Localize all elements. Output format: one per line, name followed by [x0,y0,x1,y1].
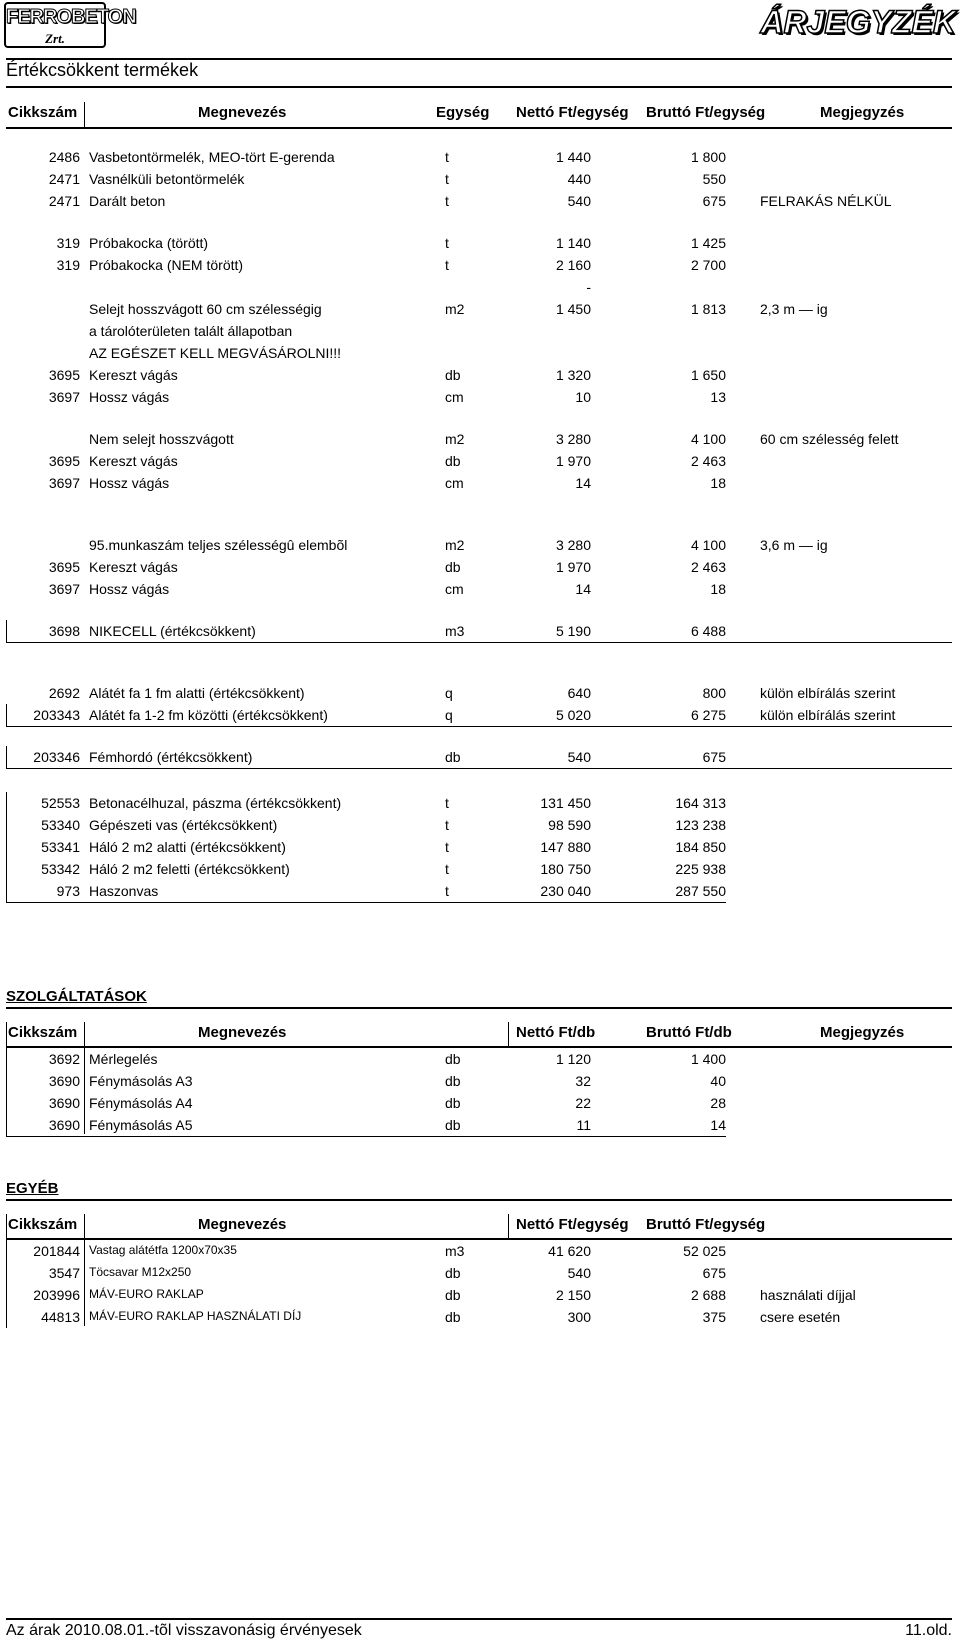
table-bottom-rule [6,1136,726,1137]
item-name: Vasbetontörmelék, MEO-tört E-gerenda [89,149,335,165]
table-row [0,534,960,556]
item-name: Kereszt vágás [89,559,178,575]
brand-title: ÁRJEGYZÉK [760,4,956,40]
item-unit: m2 [445,301,465,317]
item-gross-price: 2 463 [690,559,726,575]
item-gross-price: 18 [710,475,726,491]
item-code: 53340 [41,817,80,833]
item-net-price: 540 [567,1265,591,1281]
section1-title-rule [6,86,952,88]
item-name: Fénymásolás A3 [89,1073,193,1089]
item-net-price: 2 160 [555,257,591,273]
table-row [0,746,960,768]
item-code: 44813 [41,1309,80,1325]
item-net-price: 3 280 [555,537,591,553]
item-name: Alátét fa 1-2 fm közötti (értékcsökkent) [89,707,328,723]
item-unit: t [445,883,449,899]
table-row [0,704,960,726]
item-code: 973 [56,883,80,899]
column-divider-0 [84,102,85,128]
item-unit: db [445,1073,461,1089]
item-note: külön elbírálás szerint [760,685,896,701]
item-code: 3690 [48,1117,80,1133]
item-name: NIKECELL (értékcsökkent) [89,623,256,639]
item-gross-price: 184 850 [675,839,726,855]
item-net-price: - [586,279,591,295]
item-net-price: 1 320 [555,367,591,383]
item-unit: t [445,257,449,273]
table-row [0,1092,960,1114]
item-gross-price: 52 025 [683,1243,726,1259]
item-name: Fémhordó (értékcsökkent) [89,749,253,765]
item-unit: t [445,795,449,811]
item-code: 3695 [48,367,80,383]
item-name: a tárolóterületen talált állapotban [89,323,293,339]
table-row [0,792,960,814]
table-row [0,1114,960,1136]
item-unit: db [445,453,461,469]
item-code: 3547 [48,1265,80,1281]
item-code: 3695 [48,559,80,575]
item-unit: cm [445,581,464,597]
item-unit: m2 [445,537,465,553]
item-code: 3697 [48,389,80,405]
section3-title-rule [6,1199,952,1201]
item-net-price: 10 [575,389,591,405]
section2-title: SZOLGÁLTATÁSOK [6,988,147,1005]
table-row [0,168,960,190]
item-net-price: 2 150 [555,1287,591,1303]
table-row [0,1306,960,1328]
row-rule [6,902,726,903]
item-net-price: 5 020 [555,707,591,723]
item-net-price: 440 [567,171,591,187]
column-divider-1 [508,1214,509,1238]
item-gross-price: 14 [710,1117,726,1133]
item-net-price: 147 880 [540,839,591,855]
column-header-0: Cikkszám [8,1024,78,1041]
item-net-price: 5 190 [555,623,591,639]
table-row [0,880,960,902]
item-name: Haszonvas [89,883,159,899]
item-name: Vasnélküli betontörmelék [89,171,245,187]
item-name: Fénymásolás A5 [89,1117,193,1133]
item-net-price: 1 970 [555,453,591,469]
section1-title: Értékcsökkent termékek [6,60,199,80]
item-code: 3697 [48,581,80,597]
item-note: használati díjjal [760,1287,856,1303]
item-code: 2692 [48,685,80,701]
column-header-2: Nettó Ft/egység [516,1216,629,1233]
table-row [0,578,960,600]
item-unit: t [445,235,449,251]
item-net-price: 1 450 [555,301,591,317]
item-code: 2471 [48,193,80,209]
item-name: Próbakocka (NEM törött) [89,257,244,273]
item-note: 2,3 m — ig [760,301,828,317]
item-name: Kereszt vágás [89,367,178,383]
table-row [0,364,960,386]
item-net-price: 640 [567,685,591,701]
item-note: csere esetén [760,1309,841,1325]
table-row [0,556,960,578]
item-code: 52553 [41,795,80,811]
item-code: 2486 [48,149,80,165]
item-code: 3697 [48,475,80,491]
item-name: MÁV-EURO RAKLAP HASZNÁLATI DÍJ [89,1309,302,1323]
row-rule [6,768,952,769]
item-gross-price: 675 [702,193,726,209]
table-row [0,682,960,704]
column-divider-1 [508,1022,509,1046]
table-row [0,1240,960,1262]
item-code: 203996 [33,1287,80,1303]
item-unit: db [445,1117,461,1133]
item-unit: m3 [445,1243,465,1259]
item-name: Darált beton [89,193,166,209]
table-row [0,814,960,836]
item-unit: db [445,1309,461,1325]
table-row [0,386,960,408]
item-gross-price: 6 275 [690,707,726,723]
item-gross-price: 164 313 [675,795,726,811]
table-row [0,450,960,472]
column-header-1: Megnevezés [198,104,287,121]
page-number: 11.old. [905,1622,952,1639]
item-note: külön elbírálás szerint [760,707,896,723]
table-row [0,858,960,880]
item-unit: db [445,749,461,765]
item-name: Selejt hosszvágott 60 cm szélességig [89,301,322,317]
item-name: Háló 2 m2 feletti (értékcsökkent) [89,861,290,877]
table-row [0,342,960,364]
header-rule [6,127,952,129]
item-unit: t [445,817,449,833]
item-gross-price: 287 550 [675,883,726,899]
table-row [0,836,960,858]
item-name: Vastag alátétfa 1200x70x35 [89,1243,237,1257]
column-header-1: Megnevezés [198,1024,287,1041]
column-header-3: Bruttó Ft/db [646,1024,732,1041]
item-name: AZ EGÉSZET KELL MEGVÁSÁROLNI!!! [89,345,342,361]
item-net-price: 14 [575,581,591,597]
item-net-price: 3 280 [555,431,591,447]
item-gross-price: 375 [702,1309,726,1325]
item-name: Próbakocka (törött) [89,235,209,251]
column-header-4: Bruttó Ft/egység [646,104,766,121]
item-gross-price: 1 425 [690,235,726,251]
item-unit: db [445,1287,461,1303]
column-header-3: Bruttó Ft/egység [646,1216,766,1233]
item-code: 3695 [48,453,80,469]
item-code: 3690 [48,1073,80,1089]
item-unit: db [445,1051,461,1067]
row-left-border [6,704,7,726]
item-name: MÁV-EURO RAKLAP [89,1287,204,1301]
item-name: Hossz vágás [89,389,170,405]
item-net-price: 540 [567,749,591,765]
table-row [0,472,960,494]
item-net-price: 11 [576,1117,591,1133]
column-header-2: Nettó Ft/db [516,1024,596,1041]
item-unit: m2 [445,431,465,447]
item-code: 3698 [48,623,80,639]
item-net-price: 230 040 [540,883,591,899]
table-row [0,190,960,212]
item-unit: q [445,685,453,701]
table-row [0,428,960,450]
item-net-price: 180 750 [540,861,591,877]
row-rule [6,726,952,727]
item-name: Gépészeti vas (értékcsökkent) [89,817,278,833]
item-name: Nem selejt hosszvágott [89,431,234,447]
section2-title-rule [6,1007,952,1009]
item-net-price: 1 140 [555,235,591,251]
column-header-2: Egység [436,104,490,121]
item-net-price: 1 120 [555,1051,591,1067]
row-left-border [6,1022,7,1136]
item-gross-price: 123 238 [675,817,726,833]
item-gross-price: 40 [710,1073,726,1089]
column-header-0: Cikkszám [8,1216,78,1233]
table-row [0,146,960,168]
table-row [0,276,960,298]
table-row [0,1262,960,1284]
table-row [0,620,960,642]
item-note: 60 cm szélesség felett [760,431,899,447]
item-net-price: 131 450 [540,795,591,811]
table-row [0,1070,960,1092]
logo-subtitle: Zrt. [45,31,65,46]
item-gross-price: 1 650 [690,367,726,383]
table-row [0,254,960,276]
item-net-price: 1 970 [555,559,591,575]
item-unit: db [445,1095,461,1111]
item-unit: t [445,861,449,877]
item-net-price: 1 440 [555,149,591,165]
item-code: 319 [56,257,80,273]
item-gross-price: 675 [702,1265,726,1281]
item-code: 3690 [48,1095,80,1111]
page-footer [0,1618,960,1642]
item-gross-price: 1 400 [690,1051,726,1067]
item-name: Alátét fa 1 fm alatti (értékcsökkent) [89,685,305,701]
item-unit: t [445,193,449,209]
item-note: 3,6 m — ig [760,537,828,553]
item-code: 319 [56,235,80,251]
item-unit: t [445,171,449,187]
item-gross-price: 28 [710,1095,726,1111]
item-name: Fénymásolás A4 [89,1095,193,1111]
item-name: Betonacélhuzal, pászma (értékcsökkent) [89,795,342,811]
item-net-price: 41 620 [548,1243,591,1259]
row-left-border [6,620,7,642]
item-gross-price: 2 688 [690,1287,726,1303]
column-header-1: Megnevezés [198,1216,287,1233]
item-gross-price: 550 [702,171,726,187]
table-row [0,320,960,342]
section3-title: EGYÉB [6,1180,59,1197]
column-header-4: Megjegyzés [820,1024,905,1041]
item-name: 95.munkaszám teljes szélességû elembõl [89,537,348,553]
item-gross-price: 225 938 [675,861,726,877]
table-row [0,232,960,254]
item-net-price: 32 [575,1073,591,1089]
row-left-border [6,1214,7,1328]
item-net-price: 300 [567,1309,591,1325]
item-gross-price: 1 813 [690,301,726,317]
column-header-0: Cikkszám [8,104,78,121]
row-rule [6,642,952,643]
item-name: Hossz vágás [89,581,170,597]
item-name: Töcsavar M12x250 [89,1265,192,1279]
table-row [0,1048,960,1070]
item-code: 201844 [33,1243,80,1259]
item-gross-price: 4 100 [690,431,726,447]
item-code: 3692 [48,1051,80,1067]
item-name: Háló 2 m2 alatti (értékcsökkent) [89,839,286,855]
item-net-price: 14 [575,475,591,491]
item-unit: db [445,559,461,575]
item-gross-price: 2 463 [690,453,726,469]
item-gross-price: 4 100 [690,537,726,553]
column-header-5: Megjegyzés [820,104,905,121]
item-code: 53341 [41,839,80,855]
item-gross-price: 1 800 [690,149,726,165]
item-name: Kereszt vágás [89,453,178,469]
column-header-3: Nettó Ft/egység [516,104,629,121]
row-left-border [6,746,7,768]
item-gross-price: 800 [702,685,726,701]
item-gross-price: 18 [710,581,726,597]
item-unit: m3 [445,623,465,639]
footer-rule [6,1618,952,1620]
item-net-price: 22 [575,1095,591,1111]
company-logo [4,2,136,48]
table-row [0,1284,960,1306]
item-unit: t [445,839,449,855]
item-code: 53342 [41,861,80,877]
item-unit: q [445,707,453,723]
table-row [0,298,960,320]
item-name: Mérlegelés [89,1051,158,1067]
validity-note: Az árak 2010.08.01.-tõl visszavonásig érvényesek [6,1622,362,1639]
item-unit: db [445,367,461,383]
logo-text: FERROBETON [6,6,136,28]
item-unit: cm [445,389,464,405]
item-net-price: 98 590 [548,817,591,833]
item-net-price: 540 [567,193,591,209]
item-note: FELRAKÁS NÉLKÜL [760,193,892,209]
item-gross-price: 675 [702,749,726,765]
item-gross-price: 6 488 [690,623,726,639]
item-name: Hossz vágás [89,475,170,491]
item-code: 2471 [48,171,80,187]
item-code: 203343 [33,707,80,723]
item-unit: t [445,149,449,165]
item-unit: cm [445,475,464,491]
item-unit: db [445,1265,461,1281]
row-left-border [6,792,7,902]
item-gross-price: 13 [710,389,726,405]
item-code: 203346 [33,749,80,765]
item-gross-price: 2 700 [690,257,726,273]
